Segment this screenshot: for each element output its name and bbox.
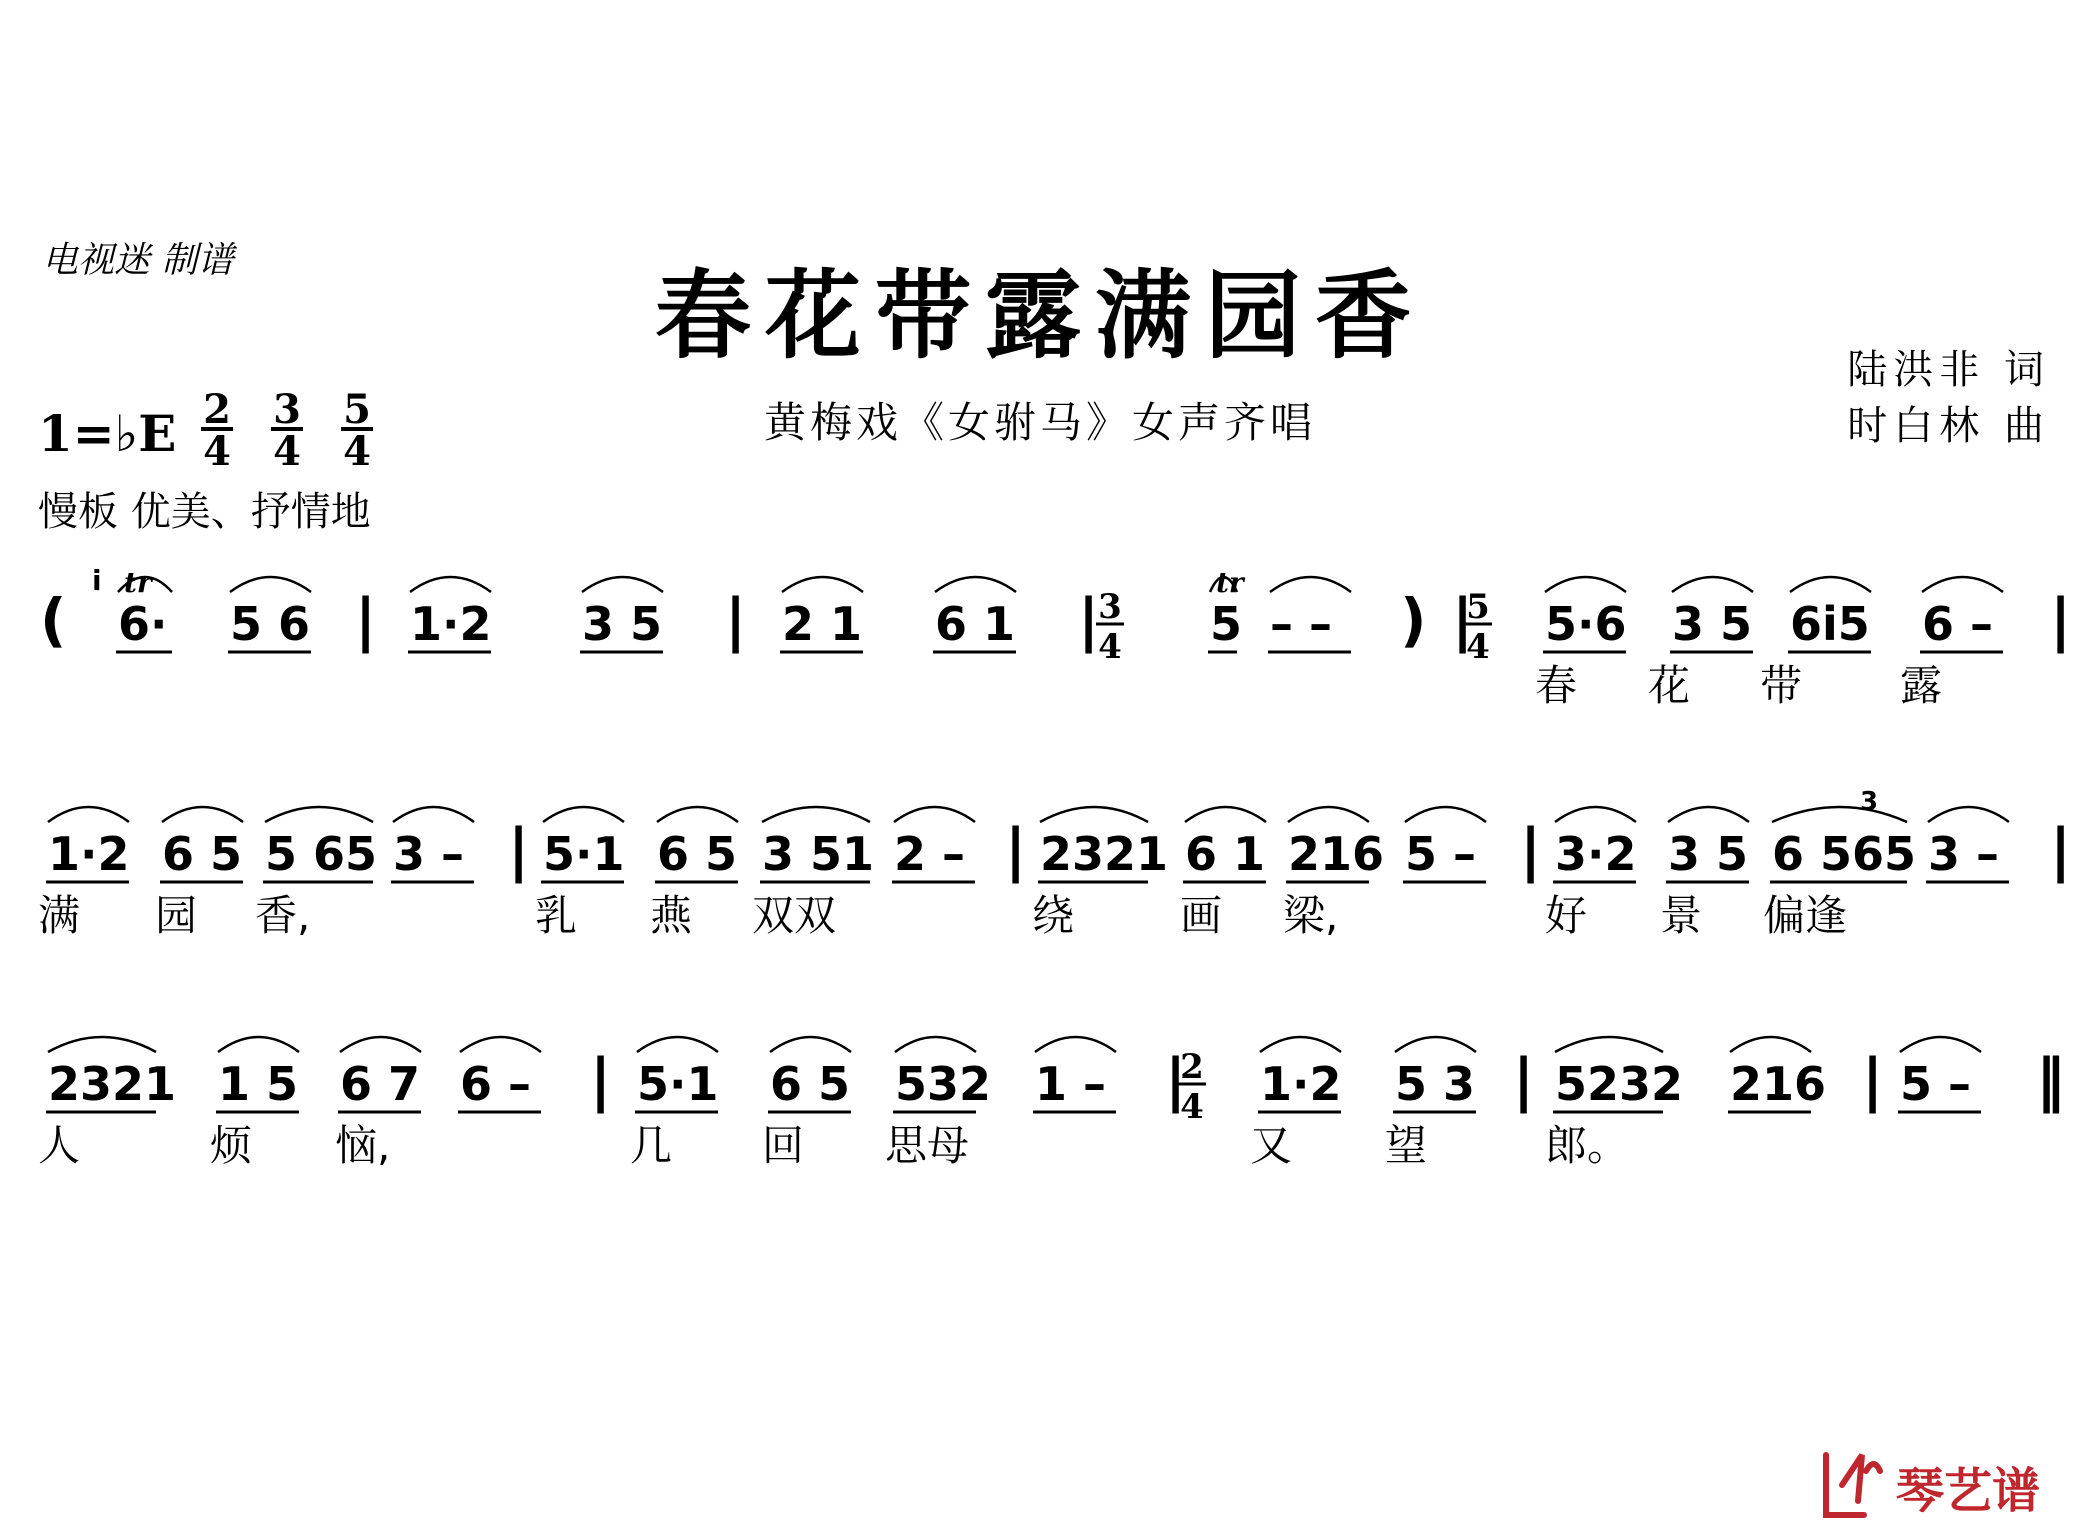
note-group: 5 — [1210, 597, 1243, 651]
lyric: 绕 — [1032, 891, 1075, 940]
note-group: – – — [1270, 597, 1333, 651]
arranger-credit: 电视迷 制谱 — [42, 240, 234, 281]
barline: | — [355, 586, 377, 654]
slur-arc — [582, 577, 663, 592]
note-group: 3 – — [393, 827, 465, 881]
note-group: 6 1 — [1185, 827, 1266, 881]
lyric: 乳 — [535, 891, 578, 940]
barline: | — [1452, 586, 1474, 654]
slur-arc — [1730, 1037, 1811, 1052]
barline: | — [1165, 1046, 1187, 1114]
time-signature-numerator: 2 — [203, 386, 231, 433]
note-group: 6 – — [460, 1057, 532, 1111]
lyric: 满 — [38, 891, 81, 940]
lyric: 花 — [1648, 661, 1691, 710]
time-signature-numerator: 3 — [273, 386, 301, 433]
slur-arc — [48, 1037, 156, 1052]
slur-arc — [1672, 577, 1753, 592]
tuplet-mark: 3 — [1860, 787, 1879, 817]
note-group: 5232 — [1555, 1057, 1684, 1111]
note-group: 6· — [118, 597, 168, 651]
slur-arc — [1040, 807, 1148, 822]
lyric: 景 — [1660, 891, 1703, 940]
lyric: 春 — [1535, 661, 1578, 710]
note-group: 3 5 — [582, 597, 663, 651]
lyric: 又 — [1250, 1121, 1293, 1170]
barline: | — [2050, 586, 2072, 654]
note-group: 532 — [895, 1057, 992, 1111]
slur-arc — [460, 1037, 541, 1052]
barline: | — [2050, 816, 2072, 884]
lyric: 望 — [1385, 1121, 1428, 1170]
note-group: 2321 — [1040, 827, 1169, 881]
lyric: 郎。 — [1545, 1121, 1630, 1170]
note-group: 5 65 — [265, 827, 378, 881]
slur-arc — [48, 807, 129, 822]
lyric: 露 — [1900, 661, 1943, 710]
slur-arc — [895, 1037, 976, 1052]
score-row — [40, 564, 2071, 710]
barline: | — [725, 586, 747, 654]
note-group: 5·1 — [543, 827, 625, 881]
slur-arc — [230, 577, 311, 592]
note-group: 5·6 — [1545, 597, 1627, 651]
barline: | — [1513, 1046, 1535, 1114]
note-group: 216 — [1730, 1057, 1827, 1111]
note-group: 2 – — [894, 827, 966, 881]
slur-arc — [1555, 1037, 1663, 1052]
trill-mark: tr — [124, 566, 152, 599]
note-group: 1 – — [1035, 1057, 1107, 1111]
composer-credit: 时白林 曲 — [1847, 403, 2050, 449]
note-group: 5 – — [1900, 1057, 1972, 1111]
note-group: 2321 — [48, 1057, 177, 1111]
slur-arc — [393, 807, 474, 822]
note-group: 6 565 — [1772, 827, 1917, 881]
slur-arc — [218, 1037, 299, 1052]
barline: | — [1005, 816, 1027, 884]
note-group: 3 51 — [762, 827, 875, 881]
note-group: 6 7 — [340, 1057, 421, 1111]
slur-arc — [543, 807, 624, 822]
slur-arc — [1555, 807, 1636, 822]
lyric: 烦 — [210, 1121, 253, 1170]
time-signature-denominator: 4 — [203, 428, 231, 465]
slur-arc — [1900, 1037, 1981, 1052]
note-group: 5 3 — [1395, 1057, 1476, 1111]
time-signature-denominator: 4 — [1180, 1087, 1204, 1127]
trill-mark: tr — [1216, 566, 1244, 599]
lyric: 画 — [1180, 891, 1223, 940]
lyricist-credit: 陆洪非 词 — [1847, 347, 2050, 393]
note-group: 5 – — [1405, 827, 1477, 881]
time-signature-numerator: 3 — [1098, 587, 1122, 627]
lyric: 几 — [630, 1121, 673, 1170]
logo-text: 琴艺谱 — [1896, 1463, 2041, 1519]
lyric: 好 — [1545, 891, 1588, 940]
note-group: 1 5 — [218, 1057, 299, 1111]
note-group: 3 5 — [1672, 597, 1753, 651]
barline: ( — [40, 586, 67, 654]
lyric: 带 — [1760, 661, 1803, 710]
slur-arc — [410, 577, 491, 592]
inline-time-signature — [1464, 587, 1492, 667]
slur-arc — [637, 1037, 718, 1052]
note-group: 6 5 — [657, 827, 738, 881]
lyric: 回 — [762, 1121, 805, 1170]
key-label: 1=♭E — [38, 404, 177, 463]
slur-arc — [340, 1037, 421, 1052]
note-group: 1·2 — [48, 827, 130, 881]
lyric: 人 — [38, 1121, 81, 1170]
time-signature-denominator: 4 — [1466, 627, 1490, 667]
barline: | — [1862, 1046, 1884, 1114]
lyric: 思母 — [885, 1121, 970, 1170]
slur-arc — [1928, 807, 2009, 822]
note-group: 6 – — [1922, 597, 1994, 651]
note-group: 6 5 — [770, 1057, 851, 1111]
lyric: 燕 — [650, 891, 693, 940]
note-group: 3 – — [1928, 827, 2000, 881]
note-group: 1·2 — [1260, 1057, 1342, 1111]
slur-arc — [762, 807, 870, 822]
note-group: 3·2 — [1555, 827, 1637, 881]
slur-arc — [1405, 807, 1486, 822]
slur-arc — [162, 807, 243, 822]
note-group: 6 1 — [935, 597, 1016, 651]
slur-arc — [1395, 1037, 1476, 1052]
slur-arc — [1668, 807, 1749, 822]
song-subtitle: 黄梅戏《女驸马》女声齐唱 — [763, 398, 1316, 447]
slur-arc — [1270, 577, 1351, 592]
note-group: 6i5 — [1790, 597, 1870, 651]
time-signature-numerator: 5 — [343, 386, 371, 433]
note-group: 5·1 — [637, 1057, 719, 1111]
barline: | — [590, 1046, 612, 1114]
score-row — [38, 787, 2071, 940]
note-group: 2 1 — [782, 597, 863, 651]
time-signature-numerator: 2 — [1180, 1047, 1204, 1087]
slur-arc — [770, 1037, 851, 1052]
barline: | — [1078, 586, 1100, 654]
barline: ‖ — [2036, 1046, 2065, 1114]
barline: ) — [1400, 586, 1427, 654]
lyric: 园 — [155, 891, 198, 940]
slur-arc — [1288, 807, 1369, 822]
song-title: 春花带露满园香 — [655, 259, 1425, 372]
slur-arc — [1035, 1037, 1116, 1052]
slur-arc — [935, 577, 1016, 592]
slur-arc — [782, 577, 863, 592]
barline: | — [508, 816, 530, 884]
slur-arc — [1545, 577, 1626, 592]
lyric: 偏逢 — [1763, 891, 1848, 940]
grace-note: i — [92, 564, 102, 597]
tempo-marking: 慢板 优美、抒情地 — [38, 489, 371, 535]
slur-arc — [265, 807, 373, 822]
note-group: 3 5 — [1668, 827, 1749, 881]
score-row — [38, 1037, 2065, 1170]
inline-time-signature — [1096, 587, 1124, 667]
lyric: 恼, — [335, 1121, 391, 1170]
time-signature-numerator: 5 — [1466, 587, 1490, 627]
slur-arc — [1922, 577, 2003, 592]
note-group: 216 — [1288, 827, 1385, 881]
note-group: 6 5 — [162, 827, 243, 881]
logo-icon — [1826, 1455, 1880, 1515]
time-signature-denominator: 4 — [343, 428, 371, 465]
note-group: 5 6 — [230, 597, 311, 651]
inline-time-signature — [1178, 1047, 1206, 1127]
lyric: 梁, — [1283, 891, 1339, 940]
time-signature-denominator: 4 — [1098, 627, 1122, 667]
slur-arc — [894, 807, 975, 822]
slur-arc — [1185, 807, 1266, 822]
slur-arc — [1772, 807, 1907, 822]
barline: | — [1520, 816, 1542, 884]
slur-arc — [1260, 1037, 1341, 1052]
lyric: 香, — [255, 891, 311, 940]
slur-arc — [657, 807, 738, 822]
slur-arc — [1790, 577, 1871, 592]
qinyipu-logo — [1818, 1445, 2058, 1525]
lyric: 双双 — [752, 891, 837, 940]
time-signature-denominator: 4 — [273, 428, 301, 465]
note-group: 1·2 — [410, 597, 492, 651]
